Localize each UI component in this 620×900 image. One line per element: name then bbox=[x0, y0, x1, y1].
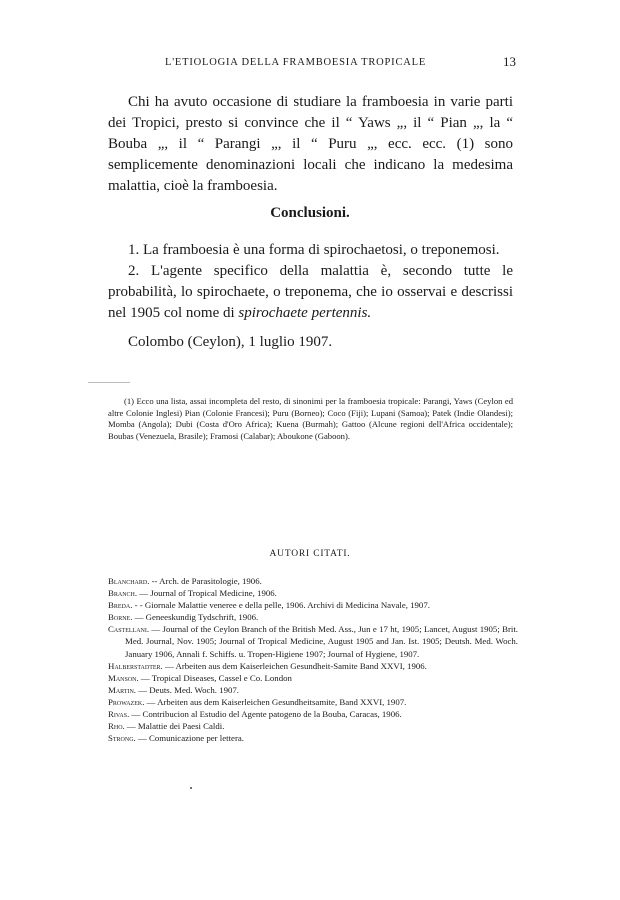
reference-text: — Journal of the Ceylon Branch of the British Med. Ass., Jun e 17 ht, 1905; Lancet, August 1905; Brit. Med. Journal, Nov. 1905; Journal of Tropical Medicine, August 1905 and Jan. Ist. 1905; Deutsh. Med. Woch. January 1906, Annali f. Schiffs. u. Tropen-Higiene 1907; Journal of Hygiene, 1907. bbox=[125, 624, 518, 659]
reference-text: -- Arch. de Parasitologie, 1906. bbox=[149, 576, 262, 586]
reference-item bbox=[108, 623, 518, 659]
reference-text: — Tropical Diseases, Cassel e Co. London bbox=[138, 672, 292, 683]
conclusion-item-2-text: 2. L'agente specifico della malattia è, secondo tutte le probabilità, lo spirochaete, o treponema, che io osservai e descrissi nel 1905 col nome di bbox=[108, 263, 513, 321]
reference-item bbox=[108, 732, 518, 744]
reference-text: — Journal of Tropical Medicine, 1906. bbox=[137, 588, 277, 599]
reference-text: - - Giornale Malattie veneree e della pelle, 1906. Archivi di Medicina Navale, 1907. bbox=[132, 600, 430, 611]
reference-author: Halberstadter. bbox=[108, 660, 163, 671]
reference-item bbox=[108, 660, 518, 672]
reference-text: — Arbeiten aus dem Kaiserleichen Gesundheitsamite, Band XXVI, 1907. bbox=[144, 696, 407, 707]
species-name: spirochaete pertennis. bbox=[238, 305, 372, 321]
paragraph-text: Chi ha avuto occasione di studiare la framboesia in varie parti dei Tropici, presto si convince che il “ Yaws „, il “ Pian „, la “ Bouba „, il “ Parangi „, il “ Puru „, ecc. ecc. (1) sono semplicemente denominazioni locali che indicano la medesima malattia, cioè la framboesia. bbox=[108, 94, 513, 194]
reference-item bbox=[108, 684, 518, 696]
reference-author: Castellani. bbox=[108, 624, 150, 635]
reference-item bbox=[108, 720, 518, 732]
reference-text: — Malattie dei Paesi Caldi. bbox=[124, 721, 225, 732]
reference-author: Martin. bbox=[108, 684, 136, 695]
reference-author: Rho. bbox=[108, 721, 125, 732]
signoff: Colombo (Ceylon), 1 luglio 1907. bbox=[128, 334, 333, 350]
reference-text: — Deuts. Med. Woch. 1907. bbox=[136, 684, 239, 695]
footnote bbox=[108, 396, 513, 442]
reference-author: Manson. bbox=[108, 672, 139, 683]
reference-item bbox=[108, 672, 518, 684]
reference-text: — Geneeskundig Tydschrift, 1906. bbox=[132, 612, 259, 623]
intro-paragraph bbox=[108, 92, 513, 197]
reference-item bbox=[108, 696, 518, 708]
conclusions-list bbox=[108, 240, 513, 353]
authors-title: AUTORI CITATI. bbox=[269, 549, 351, 559]
reference-text: — Contribucion al Estudio del Agente patogeno de la Bouba, Caracas, 1906. bbox=[129, 709, 402, 720]
reference-author: Branch. bbox=[108, 588, 138, 599]
references-list bbox=[108, 575, 518, 744]
footnote-text: (1) Ecco una lista, assai incompleta del resto, di sinonimi per la framboesia tropicale: Parangi, Yaws (Ceylon ed altre Colonie Inglesi) Pian (Colonie Francesi); Puru (Borneo); Coco (Fiji); Lupani (Samoa); Patek (Indie Olandesi); Momba (Angola); Dubi (Costa d'Oro Africa); Kuena (Burmah); Gattoo (Alcune regioni dell'Africa occidentale); Boubas (Venezuela, Brasile); Framosi (Calabar); Aboukone (Gaboon). bbox=[108, 396, 513, 441]
reference-author: Breda. bbox=[108, 600, 133, 611]
reference-item bbox=[108, 708, 518, 720]
reference-author: Strong. bbox=[108, 733, 136, 744]
conclusion-item-1: 1. La framboesia è una forma di spirochaetosi, o treponemosi. bbox=[128, 242, 500, 258]
conclusion-item-2 bbox=[108, 261, 513, 324]
footnote-rule bbox=[88, 382, 130, 383]
reference-text: — Comunicazione per lettera. bbox=[135, 733, 244, 744]
reference-text: — Arbeiten aus dem Kaiserleichen Gesundheit-Samite Band XXVI, 1906. bbox=[162, 660, 427, 671]
page-number: 13 bbox=[503, 54, 516, 69]
reference-item bbox=[108, 599, 518, 611]
ink-speck bbox=[190, 787, 192, 789]
running-header: L'ETIOLOGIA DELLA FRAMBOESIA TROPICALE bbox=[165, 57, 427, 68]
reference-author: Rivas. bbox=[108, 709, 130, 720]
reference-item bbox=[108, 575, 518, 587]
conclusions-heading: Conclusioni. bbox=[270, 205, 350, 221]
reference-item bbox=[108, 587, 518, 599]
reference-item bbox=[108, 611, 518, 623]
reference-author: Borne. bbox=[108, 612, 133, 623]
reference-author: Blanchard. bbox=[108, 576, 150, 586]
reference-author: Prowazek. bbox=[108, 696, 145, 707]
